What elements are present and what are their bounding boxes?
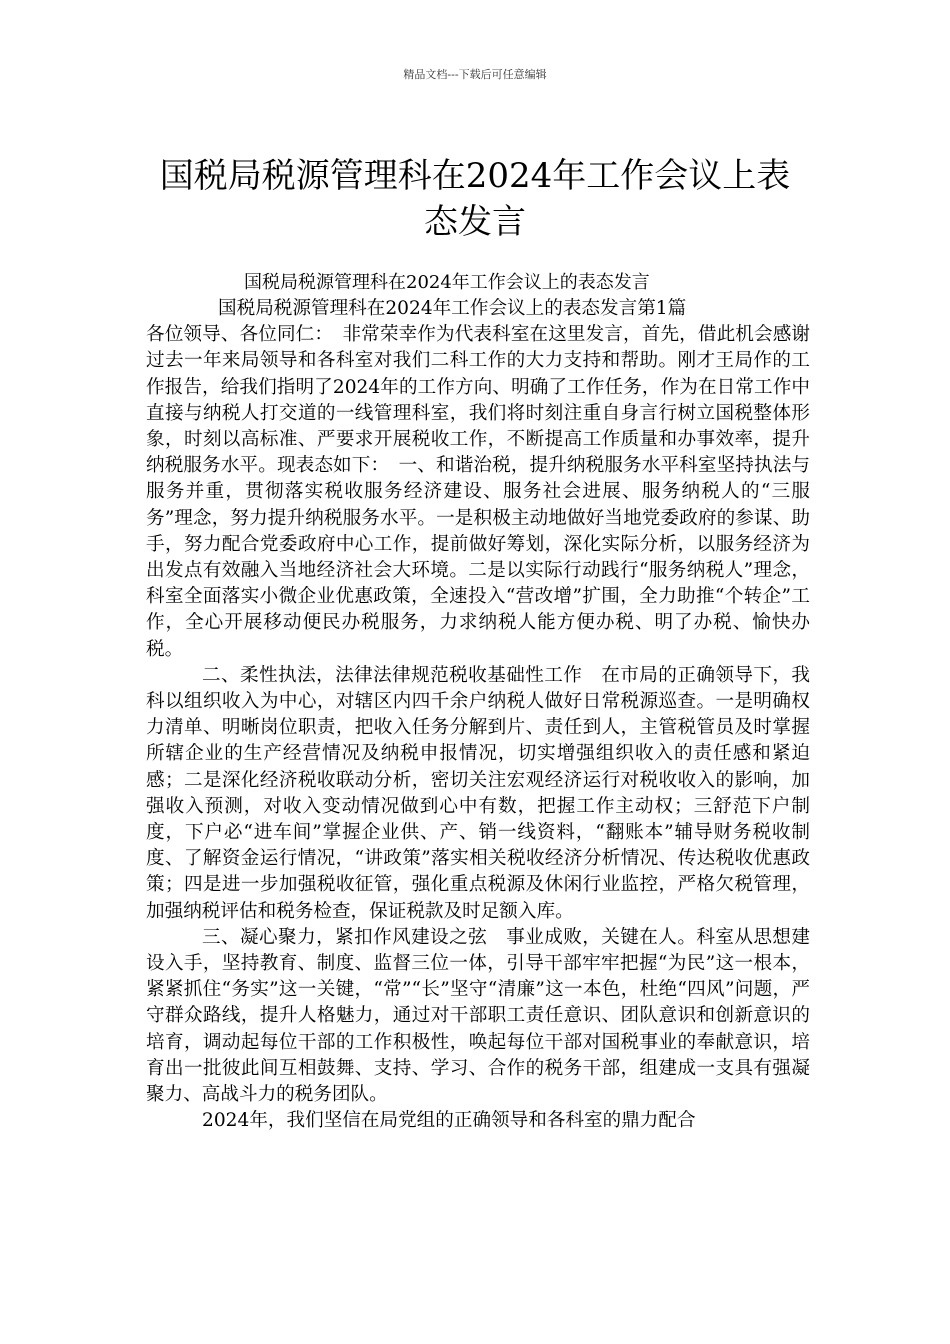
document-subtitle: 国税局税源管理科在2024年工作会议上的表态发言	[244, 272, 650, 293]
paragraph-3: 三、凝心聚力，紧扣作风建设之弦 事业成败，关键在人。科室从思想建设入手，坚持教育、制度、监督三位一体，引导干部牢牢把握“为民”这一根本，紧紧抓住“务实”这一关键，“常”“长”坚守“清廉”这一本色，杜绝“四风”问题，严守群众路线，提升人格魅力，通过对干部职工责任意识、团队意识和创新意识的培育，调动起每位干部的工作积极性，唤起每位干部对国税事业的奉献意识，培育出一批彼此间互相鼓舞、支持、学习、合作的税务干部，组建成一支具有强凝聚力、高战斗力的税务团队。	[146, 926, 810, 1106]
document-body	[146, 296, 810, 1135]
section-heading-line: 国税局税源管理科在2024年工作会议上的表态发言第1篇	[218, 298, 687, 319]
document-title: 国税局税源管理科在2024年工作会议上表态发言	[159, 155, 791, 242]
paragraph-1: 各位领导、各位同仁： 非常荣幸作为代表科室在这里发言，首先，借此机会感谢过去一年来局领导和各科室对我们二科工作的大力支持和帮助。刚才王局作的工作报告，给我们指明了2024年的工作方向、明确了工作任务，作为在日常工作中直接与纳税人打交道的一线管理科室，我们将时刻注重自身言行树立国税整体形象，时刻以高标准、严要求开展税收工作，不断提高工作质量和办事效率，提升纳税服务水平。现表态如下： 一、和谐治税，提升纳税服务水平科室坚持执法与服务并重，贯彻落实税收服务经济建设、服务社会进展、服务纳税人的“三服务”理念，努力提升纳税服务水平。一是积极主动地做好当地党委政府的参谋、助手，努力配合党委政府中心工作，提前做好筹划，深化实际分析，以服务经济为出发点有效融入当地经济社会大环境。二是以实际行动践行“服务纳税人”理念，科室全面落实小微企业优惠政策，全速投入“营改增”扩围，全力助推“个转企”工作，全心开展移动便民办税服务，力求纳税人能方便办税、明了办税、愉快办税。	[146, 324, 810, 660]
paragraph-2: 二、柔性执法，法律法律规范税收基础性工作 在市局的正确领导下，我科以组织收入为中心，对辖区内四千余户纳税人做好日常税源巡查。一是明确权力清单、明晰岗位职责，把收入任务分解到片、责任到人，主管税管员及时掌握所辖企业的生产经营情况及纳税申报情况，切实增强组织收入的责任感和紧迫感；二是深化经济税收联动分析，密切关注宏观经济运行对税收收入的影响，加强收入预测，对收入变动情况做到心中有数，把握工作主动权；三舒范下户制度，下户必“进车间”掌握企业供、产、销一线资料，“翻账本”辅导财务税收制度、了解资金运行情况，“讲政策”落实相关税收经济分析情况、传达税收优惠政策；四是进一步加强税收征管，强化重点税源及休闲行业监控，严格欠税管理，加强纳税评估和税务检查，保证税款及时足额入库。	[146, 664, 810, 922]
paragraph-4: 2024年，我们坚信在局党组的正确领导和各科室的鼎力配合	[202, 1110, 696, 1132]
header-note: 精品文档---下载后可任意编辑	[403, 68, 547, 81]
